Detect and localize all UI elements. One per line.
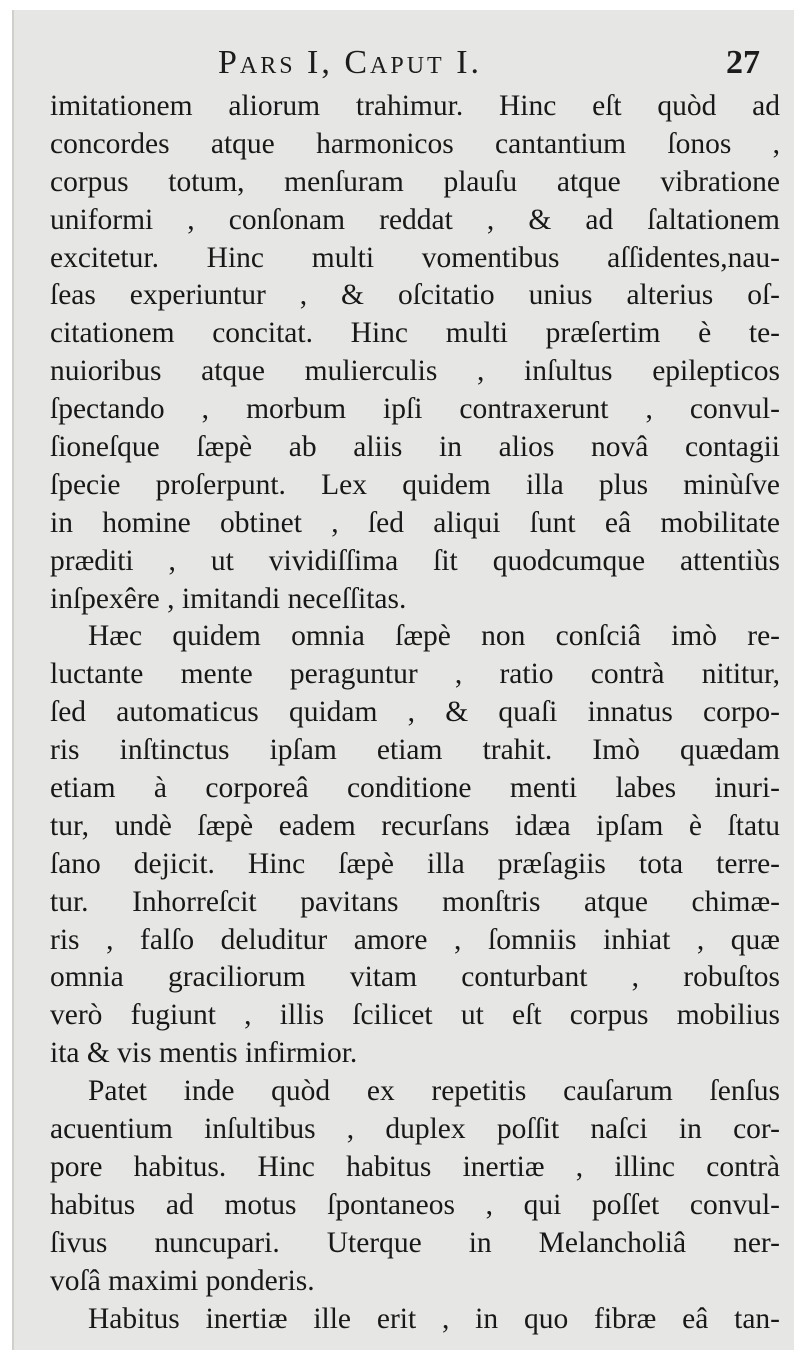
- text-line: acuentium inſultibus , duplex poſſit naſci in cor-: [50, 1113, 780, 1146]
- paragraph-first-line: Habitus inertiæ ille erit , in quo fibræ eâ tan-: [88, 1302, 780, 1335]
- text-line: pore habitus. Hinc habitus inertiæ , illinc contrà: [50, 1150, 780, 1183]
- text-line: luctante mente peraguntur , ratio contrà nititur,: [50, 658, 780, 691]
- running-head: [0, 44, 800, 84]
- text-line: ſpecie proſerpunt. Lex quidem illa plus minùſve: [50, 468, 780, 501]
- text-line: præditi , ut vividiſſima ſit quodcumque attentiùs: [50, 544, 780, 577]
- text-line: nuioribus atque mulierculis , inſultus epilepticos: [50, 355, 780, 388]
- text-line: concordes atque harmonicos cantantium ſonos ,: [50, 127, 780, 160]
- text-line: ſano dejicit. Hinc ſæpè illa præſagiis tota terre-: [50, 847, 780, 880]
- text-line: omnia graciliorum vitam conturbant , robuſtos: [50, 961, 780, 994]
- text-line: ris , falſo deluditur amore , ſomniis inhiat , quæ: [50, 923, 780, 956]
- body-text: [50, 88, 780, 1338]
- paragraph-first-line: Patet inde quòd ex repetitis cauſarum ſenſus: [88, 1075, 780, 1108]
- text-line: ſivus nuncupari. Uterque in Melancholiâ ner-: [50, 1226, 780, 1259]
- text-line: uniformi , conſonam reddat , & ad ſaltationem: [50, 203, 780, 236]
- text-line: ita & vis mentis infirmior.: [50, 1037, 358, 1070]
- text-line: ſed automaticus quidam , & quaſi innatus corpo-: [50, 696, 780, 729]
- text-line: inſpexêre , imitandi neceſſitas.: [50, 582, 407, 615]
- text-line: ſioneſque ſæpè ab aliis in alios novâ contagii: [50, 431, 780, 464]
- text-line: ſeas experiuntur , & oſcitatio unius alterius oſ-: [50, 279, 780, 312]
- text-line: habitus ad motus ſpontaneos , qui poſſet convul-: [50, 1188, 780, 1221]
- text-line: voſâ maximi ponderis.: [50, 1264, 315, 1297]
- text-line: imitationem aliorum trahimur. Hinc eſt quòd ad: [50, 90, 780, 122]
- page-number: 27: [726, 44, 760, 81]
- text-line: ſpectando , morbum ipſi contraxerunt , convul-: [50, 393, 780, 426]
- text-line: etiam à corporeâ conditione menti labes inuri-: [50, 772, 780, 805]
- text-line: in homine obtinet , ſed aliqui ſunt eâ mobilitate: [50, 506, 780, 539]
- text-line: tur, undè ſæpè eadem recurſans idæa ipſam è ſtatu: [50, 809, 780, 842]
- running-head-title: Pars I, Caput I.: [217, 44, 483, 81]
- text-line: tur. Inhorreſcit pavitans monſtris atque chimæ-: [50, 885, 780, 918]
- text-line: citationem concitat. Hinc multi præſertim è te-: [50, 317, 780, 350]
- paragraph-first-line: Hæc quidem omnia ſæpè non conſciâ imò re-: [88, 620, 780, 653]
- text-line: ris inſtinctus ipſam etiam trahit. Imò quædam: [50, 734, 780, 767]
- text-line: corpus totum, menſuram plauſu atque vibratione: [50, 165, 780, 198]
- text-line: verò fugiunt , illis ſcilicet ut eſt corpus mobilius: [50, 999, 780, 1032]
- text-line: excitetur. Hinc multi vomentibus aſſidentes,nau-: [50, 241, 780, 274]
